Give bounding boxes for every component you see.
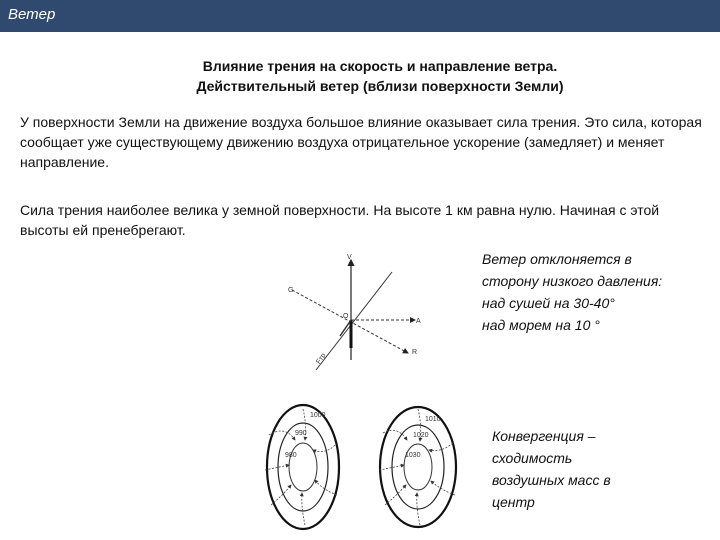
note-convergence-line-3: воздушных масс в: [492, 472, 611, 488]
title-line-1: Влияние трения на скорость и направление ветра.: [202, 58, 558, 74]
note-convergence-line-4: центр: [492, 494, 535, 510]
note-deviation-line-2: сторону низкого давления:: [482, 273, 663, 289]
diagonal-line: [316, 272, 392, 370]
note-wind-deviation: [482, 248, 712, 336]
isobar-label: 990: [295, 430, 307, 437]
note-deviation-line-3: над сушей на 30-40°: [482, 295, 615, 311]
label-r: R: [412, 349, 418, 356]
cyclone-diagram-2: [379, 407, 456, 527]
label-v: V: [347, 254, 352, 261]
slide-header: [0, 0, 720, 32]
note-deviation-line-4: над морем на 10 °: [482, 317, 600, 333]
note-convergence-line-1: Конвергенция –: [492, 428, 596, 444]
label-g: G: [288, 287, 294, 294]
isobar-label: 1020: [413, 432, 429, 439]
isobar-label: 1010: [425, 416, 441, 423]
title-line-2: Действительный ветер (вблизи поверхности Земли): [196, 78, 564, 94]
isobar-label: 980: [285, 452, 297, 459]
note-convergence-line-2: сходимость: [492, 450, 573, 466]
note-deviation-line-1: Ветер отклоняется в: [482, 251, 632, 267]
cyclone-diagram-1: [265, 405, 339, 529]
force-vector-diagram: [280, 250, 440, 375]
paragraph-friction-height: Сила трения наиболее велика у земной поверхности. На высоте 1 км равна нулю. Начиная с этой высоты ей пренебрегают.: [20, 202, 660, 238]
isobar-label: 1000: [310, 412, 326, 419]
short-vector-line: [340, 320, 351, 336]
label-a: A: [416, 318, 421, 325]
isobar-label: 1030: [405, 452, 421, 459]
header-title: Ветер: [8, 6, 56, 23]
label-fr: Fтр: [315, 352, 328, 366]
note-convergence: [492, 425, 652, 513]
convergence-cyclone-diagrams: [255, 395, 480, 535]
paragraph-friction-effect: У поверхности Земли на движение воздуха большое влияние оказывает сила трения. Это сила, которая сообщает уже существующему движению воздуха отрицательное ускорение (замедляет) и меняет направление.: [20, 114, 702, 170]
label-o: O: [343, 313, 349, 320]
slide-title: [40, 56, 720, 96]
